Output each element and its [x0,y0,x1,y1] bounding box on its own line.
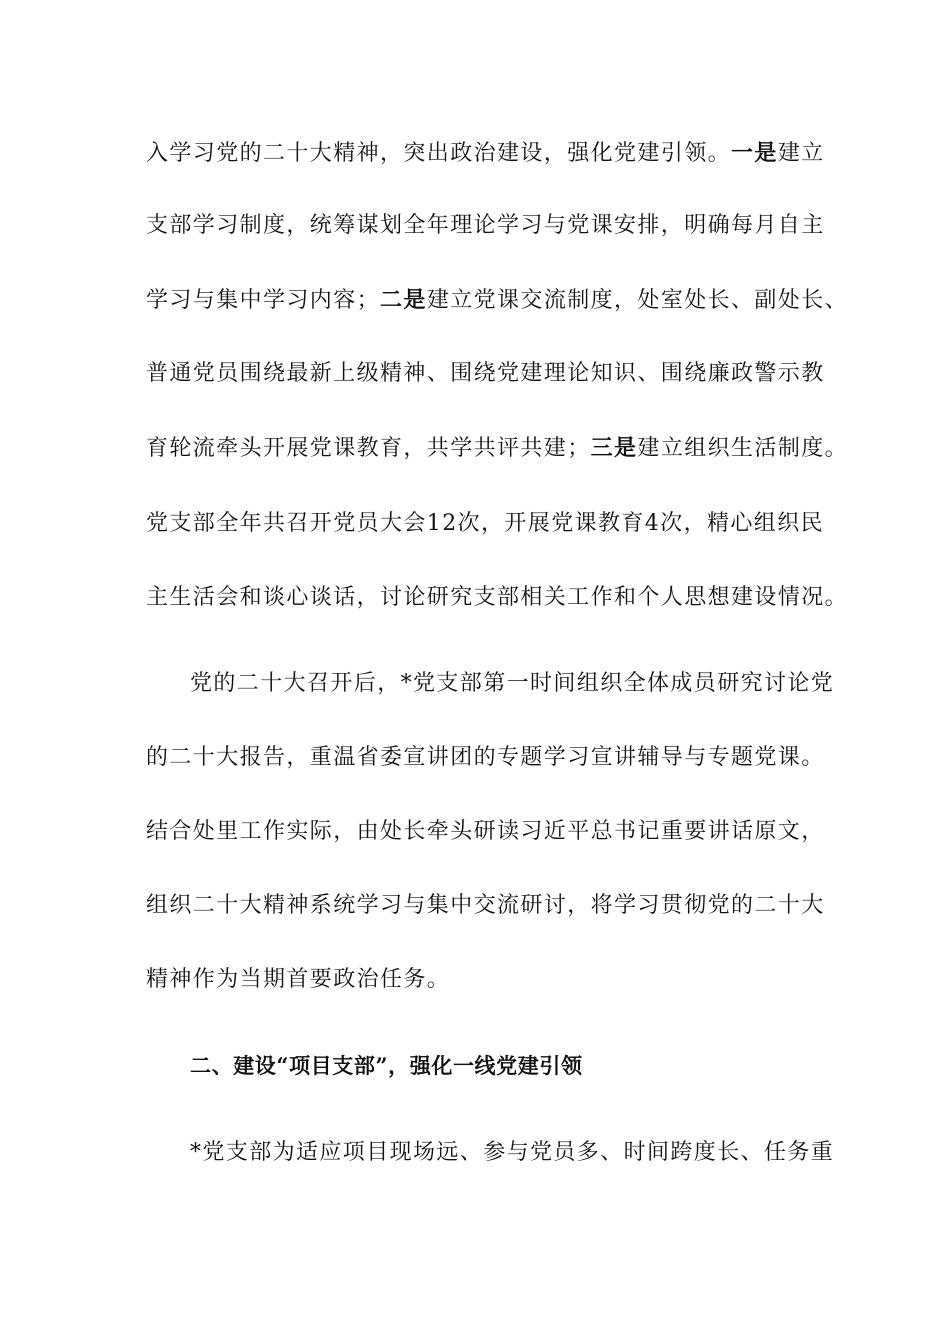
paragraph-2-line-2: 的二十大报告，重温省委宣讲团的专题学习宣讲辅导与专题党课。 [146,745,825,770]
paragraph-2-line-1: 党的二十大召开后，*党支部第一时间组织全体成员研究讨论党 [190,671,835,696]
paragraph-2-line-3: 结合处里工作实际，由处长牵头研读习近平总书记重要讲话原文， [146,819,825,844]
text-run: 建立 [777,141,825,166]
text-run: 学习与集中学习内容； [146,288,381,313]
paragraph-2-line-4: 组织二十大精神系统学习与集中交流研讨，将学习贯彻党的二十大 [146,893,825,918]
paragraph-1-line-6: 党支部全年共召开党员大会12次，开展党课教育4次，精心组织民 [146,511,824,536]
paragraph-3-line-1: *党支部为适应项目现场远、参与党员多、时间跨度长、任务重 [190,1140,835,1165]
paragraph-1-line-5 [146,433,849,464]
text-run: 入学习党的二十大精神，突出政治建设，强化党建引领。 [146,141,732,166]
paragraph-1-line-3 [146,285,849,316]
paragraph-1-line-1 [146,138,826,169]
paragraph-1-line-7: 主生活会和谈心谈话，讨论研究支部相关工作和个人思想建设情况。 [146,585,849,610]
bold-marker: 二是 [380,287,427,313]
bold-marker: 三是 [590,435,638,461]
paragraph-1-line-2: 支部学习制度，统筹谋划全年理论学习与党课安排，明确每月自主 [146,213,825,238]
text-run: 建立党课交流制度，处室处长、副处长、 [426,288,849,313]
paragraph-1-line-4: 普通党员围绕最新上级精神、围绕党建理论知识、围绕廉政警示教 [146,361,825,386]
bold-marker: 一是 [731,140,778,166]
text-run: 建立组织生活制度。 [637,436,849,461]
text-run: 育轮流牵头开展党课教育，共学共评共建； [146,436,591,461]
paragraph-2-line-5: 精神作为当期首要政治任务。 [146,967,451,992]
section-heading: 二、建设“项目支部”，强化一线党建引领 [190,1053,583,1078]
